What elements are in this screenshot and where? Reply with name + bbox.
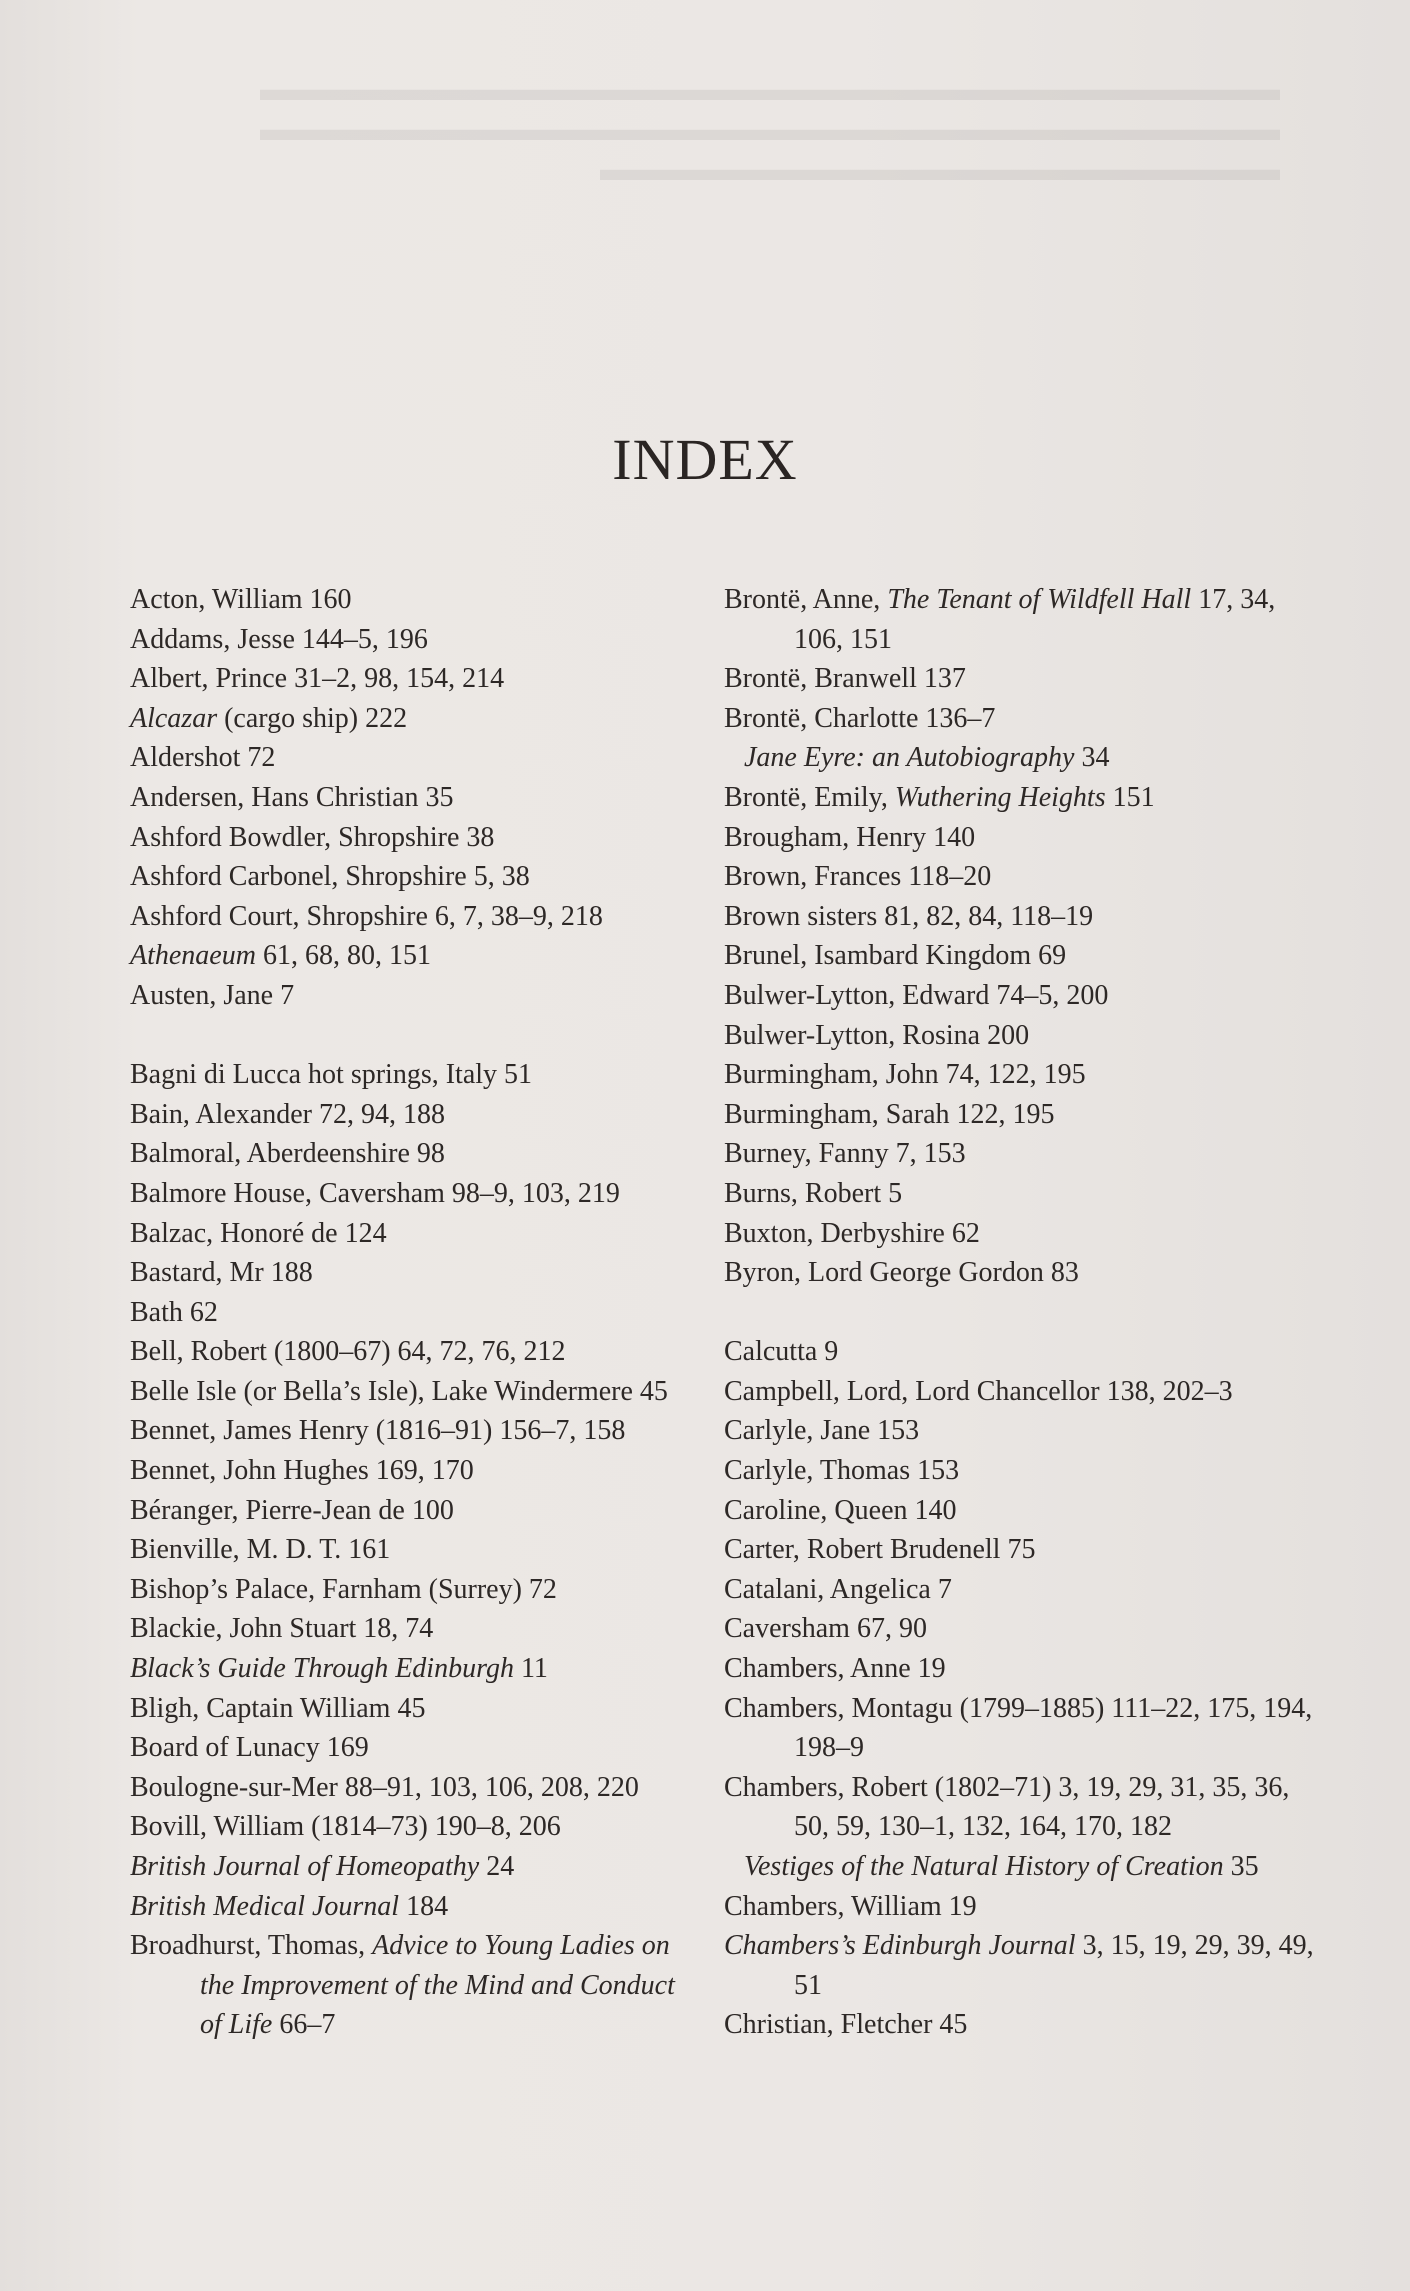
index-entry	[130, 1095, 690, 1135]
entry-text: Bennet, John Hughes 169, 170	[130, 1455, 474, 1487]
index-entry	[130, 1372, 690, 1412]
index-entry	[130, 778, 690, 818]
entry-text: Chambers, Anne 19	[724, 1653, 946, 1685]
index-entry	[130, 1134, 690, 1174]
entry-text: 3, 15, 19, 29, 39, 49, 51	[794, 1930, 1314, 2001]
index-entry	[724, 976, 1324, 1016]
entry-title-italic: British Medical Journal	[130, 1890, 400, 1922]
entry-text: Campbell, Lord, Lord Chancellor 138, 202–3	[724, 1375, 1233, 1407]
entry-title-italic: Wuthering Heights	[894, 781, 1106, 813]
entry-text: Brown, Frances 118–20	[724, 861, 992, 893]
index-entry	[130, 1332, 690, 1372]
entry-text: Chambers, William 19	[724, 1890, 977, 1922]
entry-text: Broadhurst, Thomas,	[130, 1930, 373, 1962]
entry-text: 11	[513, 1653, 548, 1685]
index-entry	[130, 1887, 690, 1927]
entry-text: Christian, Fletcher 45	[724, 2009, 968, 2041]
entry-text: Addams, Jesse 144–5, 196	[130, 623, 428, 655]
index-entry	[130, 1411, 690, 1451]
entry-text: Brougham, Henry 140	[724, 821, 976, 853]
entry-text: Brunel, Isambard Kingdom 69	[724, 940, 1067, 972]
entry-text: Béranger, Pierre-Jean de 100	[130, 1494, 454, 1526]
entry-text: Calcutta 9	[724, 1336, 839, 1368]
entry-text: Brontë, Emily,	[724, 781, 895, 813]
index-entry	[724, 1253, 1324, 1293]
index-entry	[130, 1214, 690, 1254]
entry-text: 61, 68, 80, 151	[255, 940, 431, 972]
entry-text: 24	[479, 1851, 515, 1882]
entry-text: Balzac, Honoré de 124	[130, 1217, 387, 1249]
index-entry	[724, 659, 1324, 699]
index-entry	[130, 1570, 690, 1610]
entry-text: Balmoral, Aberdeenshire 98	[130, 1138, 445, 1170]
index-entry	[130, 1491, 690, 1531]
entry-title-italic: Jane Eyre: an Autobiography	[744, 742, 1075, 774]
index-entry	[130, 1293, 690, 1333]
index-entry	[130, 620, 690, 660]
index-entry	[724, 580, 1324, 659]
entry-text: 35	[1223, 1851, 1259, 1882]
index-entry	[724, 1649, 1324, 1689]
entry-title-italic: British Journal of Homeopathy	[130, 1851, 480, 1882]
index-column-right	[724, 580, 1324, 2045]
entry-text: Bienville, M. D. T. 161	[130, 1534, 391, 1566]
index-entry	[724, 936, 1324, 976]
entry-text: (cargo ship) 222	[217, 702, 408, 734]
bleed-through-text: ▬▬▬▬▬▬▬▬▬▬▬▬▬▬▬▬▬▬▬▬▬▬▬▬▬▬▬▬▬▬ ▬▬▬▬▬▬▬▬▬▬▬▬▬▬▬▬▬▬▬▬▬▬▬▬▬▬▬▬▬▬ ▬▬▬▬▬▬▬▬▬▬▬▬▬▬▬▬▬▬▬▬	[260, 71, 1280, 188]
entry-text: Bath 62	[130, 1296, 218, 1328]
index-entry	[130, 580, 690, 620]
index-entry	[724, 1332, 1324, 1372]
entry-text: Belle Isle (or Bella’s Isle), Lake Windermere 45	[130, 1375, 668, 1407]
index-entry	[724, 818, 1324, 858]
entry-title-italic: The Tenant of Wildfell Hall	[887, 584, 1192, 615]
index-entry	[130, 1530, 690, 1570]
entry-text: Bishop’s Palace, Farnham (Surrey) 72	[130, 1573, 557, 1605]
index-entry	[130, 1768, 690, 1808]
index-entry	[130, 897, 690, 937]
entry-text: Burmingham, Sarah 122, 195	[724, 1098, 1055, 1130]
index-entry	[130, 1649, 690, 1689]
entry-text: Andersen, Hans Christian 35	[130, 781, 454, 813]
index-entry	[724, 1095, 1324, 1135]
entry-text: Balmore House, Caversham 98–9, 103, 219	[130, 1177, 620, 1209]
entry-text: Austen, Jane 7	[130, 979, 295, 1011]
entry-text: Carlyle, Thomas 153	[724, 1455, 960, 1487]
entry-title-italic: Alcazar	[130, 702, 218, 734]
entry-text: Brontë, Charlotte 136–7	[724, 702, 996, 734]
entry-text: Ashford Court, Shropshire 6, 7, 38–9, 218	[130, 900, 603, 932]
entry-text: Chambers, Robert (1802–71) 3, 19, 29, 31, 35, 36, 50, 59, 130–1, 132, 164, 170, 182	[724, 1771, 1290, 1843]
index-entry	[130, 738, 690, 778]
index-entry	[724, 2005, 1324, 2045]
index-entry	[130, 1728, 690, 1768]
entry-text: Bain, Alexander 72, 94, 188	[130, 1098, 445, 1130]
index-entry	[724, 699, 1324, 739]
letter-gap	[724, 1293, 1324, 1333]
entry-text: Carlyle, Jane 153	[724, 1415, 920, 1447]
entry-text: Bastard, Mr 188	[130, 1257, 313, 1289]
entry-title-italic: Advice to Young Ladies on the Improvement of the Mind and Conduct of Life	[200, 1930, 675, 2041]
entry-text: 17, 34, 106, 151	[794, 584, 1276, 655]
entry-text: Brown sisters 81, 82, 84, 118–19	[724, 900, 1094, 932]
index-entry	[724, 1055, 1324, 1095]
index-entry	[130, 1174, 690, 1214]
entry-text: 151	[1105, 781, 1155, 813]
entry-text: Burney, Fanny 7, 153	[724, 1138, 966, 1170]
entry-text: Byron, Lord George Gordon 83	[724, 1257, 1079, 1289]
entry-title-italic: Chambers’s Edinburgh Journal	[724, 1930, 1076, 1962]
index-entry	[724, 1609, 1324, 1649]
entry-text: Board of Lunacy 169	[130, 1732, 369, 1764]
entry-text: Catalani, Angelica 7	[724, 1573, 952, 1605]
index-entry	[130, 1847, 690, 1887]
entry-text: Brontë, Branwell 137	[724, 663, 966, 695]
index-entry	[724, 1768, 1324, 1847]
entry-text: Bligh, Captain William 45	[130, 1692, 426, 1724]
entry-text: Caroline, Queen 140	[724, 1494, 957, 1526]
entry-text: Ashford Carbonel, Shropshire 5, 38	[130, 861, 530, 893]
entry-title-italic: Black’s Guide Through Edinburgh	[130, 1653, 514, 1685]
index-subentry	[724, 1847, 1324, 1887]
entry-text: Aldershot 72	[130, 742, 276, 774]
entry-text: 34	[1074, 742, 1110, 774]
index-entry	[724, 1491, 1324, 1531]
entry-text: Blackie, John Stuart 18, 74	[130, 1613, 434, 1645]
index-entry	[130, 1807, 690, 1847]
index-entry	[130, 976, 690, 1016]
entry-text: Bovill, William (1814–73) 190–8, 206	[130, 1811, 561, 1843]
index-entry	[130, 1689, 690, 1729]
index-entry	[724, 1016, 1324, 1056]
index-entry	[724, 1530, 1324, 1570]
entry-text: Boulogne-sur-Mer 88–91, 103, 106, 208, 220	[130, 1771, 639, 1803]
index-entry	[724, 1134, 1324, 1174]
index-entry	[724, 1887, 1324, 1927]
entry-title-italic: Vestiges of the Natural History of Creation	[744, 1851, 1224, 1882]
entry-text: Bagni di Lucca hot springs, Italy 51	[130, 1059, 533, 1091]
entry-text: Ashford Bowdler, Shropshire 38	[130, 821, 495, 853]
index-entry	[130, 936, 690, 976]
entry-text: Burns, Robert 5	[724, 1177, 903, 1209]
index-entry	[130, 1055, 690, 1095]
entry-text: Bulwer-Lytton, Rosina 200	[724, 1019, 1030, 1051]
index-entry	[724, 1570, 1324, 1610]
entry-text: Carter, Robert Brudenell 75	[724, 1534, 1036, 1566]
index-entry	[130, 1451, 690, 1491]
entry-text: Brontë, Anne,	[724, 584, 888, 615]
entry-text: Buxton, Derbyshire 62	[724, 1217, 980, 1249]
index-entry	[130, 699, 690, 739]
index-entry	[130, 818, 690, 858]
entry-text: Bell, Robert (1800–67) 64, 72, 76, 212	[130, 1336, 566, 1368]
page-title: INDEX	[612, 427, 798, 492]
entry-text: Chambers, Montagu (1799–1885) 111–22, 175, 194, 198–9	[724, 1692, 1313, 1764]
entry-text: Bulwer-Lytton, Edward 74–5, 200	[724, 979, 1109, 1011]
index-entry	[130, 857, 690, 897]
index-column-left	[130, 580, 690, 2045]
entry-text: 66–7	[272, 2009, 336, 2041]
index-entry	[724, 1214, 1324, 1254]
index-entry	[724, 778, 1324, 818]
letter-gap	[130, 1016, 690, 1056]
index-entry	[724, 1926, 1324, 2005]
index-entry	[130, 1926, 690, 2045]
index-entry	[130, 1253, 690, 1293]
index-entry	[724, 1451, 1324, 1491]
index-entry	[130, 1609, 690, 1649]
index-entry	[130, 659, 690, 699]
entry-text: Caversham 67, 90	[724, 1613, 927, 1645]
index-entry	[724, 1174, 1324, 1214]
entry-text: 184	[399, 1890, 449, 1922]
index-entry	[724, 1689, 1324, 1768]
index-entry	[724, 1411, 1324, 1451]
entry-text: Acton, William 160	[130, 584, 352, 615]
entry-text: Burmingham, John 74, 122, 195	[724, 1059, 1086, 1091]
entry-title-italic: Athenaeum	[130, 940, 256, 972]
entry-text: Bennet, James Henry (1816–91) 156–7, 158	[130, 1415, 626, 1447]
index-entry	[724, 1372, 1324, 1412]
entry-text: Albert, Prince 31–2, 98, 154, 214	[130, 663, 505, 695]
index-subentry	[724, 738, 1324, 778]
index-entry	[724, 857, 1324, 897]
index-entry	[724, 897, 1324, 937]
